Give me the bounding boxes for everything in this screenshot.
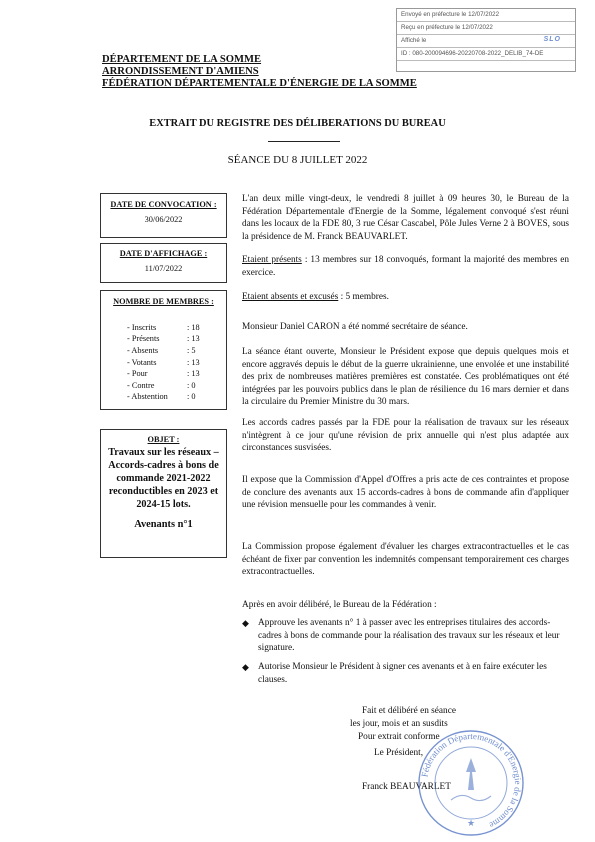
- paragraph-context: La séance étant ouverte, Monsieur le Président expose que depuis quelques mois et encore aggravés depuis le début de la guerre ukrainienne, une envolée et une instabilité des prix de nombreuses matières premières est constatée. Ces problématiques ont été intégrées par les pouvoirs publics dans le plan de résilience du 16 mars dernier et dans la circulaire du Premier Ministre du 30 mars.: [242, 347, 569, 408]
- members-row-inscrits: - Inscrits : 18: [127, 323, 200, 332]
- stamp-sent-date: Envoyé en préfecture le 12/07/2022: [397, 9, 575, 22]
- affichage-box: [100, 243, 227, 283]
- convocation-box: [100, 193, 227, 238]
- bullet-icon: ◆: [242, 662, 249, 672]
- paragraph-present: Etaient présents : 13 membres sur 18 convoqués, formant la majorité des membres en exercice.: [242, 255, 569, 278]
- members-row-pour: - Pour : 13: [127, 369, 200, 378]
- star-icon: ★: [466, 818, 476, 828]
- paragraph-absent: Etaient absents et excusés : 5 membres.: [242, 292, 389, 302]
- members-row-abstention: - Abstention : 0: [127, 392, 196, 401]
- title-divider: [268, 141, 340, 142]
- affichage-label: DATE D'AFFICHAGE :: [119, 249, 208, 258]
- members-row-contre: - Contre : 0: [127, 381, 196, 390]
- members-box: [100, 290, 227, 410]
- stamp-received-date: Reçu en préfecture le 12/07/2022: [397, 22, 575, 35]
- convocation-label: DATE DE CONVOCATION :: [110, 200, 217, 209]
- paragraph-accords: Les accords cadres passés par la FDE pour la réalisation de travaux sur les réseaux n'intègrent à ce jour qu'une révision de prix annuelle qui n'est plus adaptée aux circonstances susvisées.: [242, 418, 569, 454]
- objet-box: [100, 429, 227, 558]
- members-row-votants: - Votants : 13: [127, 358, 200, 367]
- paragraph-charges: La Commission propose également d'évaluer les charges extracontractuelles et le cas échéant de fixer par convention les indemnités compensant temporairement ces charges extracontractuelles.: [242, 542, 569, 578]
- paragraph-commission: Il expose que la Commission d'Appel d'Offres a pris acte de ces contraintes et propose de conclure des avenants aux 15 accords-cadres à bons de commande afin d'appliquer une révision mensuelle pour les commandes à venir.: [242, 475, 569, 511]
- paragraph-decision-intro: Après en avoir délibéré, le Bureau de la Fédération :: [242, 600, 437, 610]
- paragraph-secretary: Monsieur Daniel CARON a été nommé secrétaire de séance.: [242, 322, 468, 332]
- signature-title: Le Président,: [374, 748, 424, 758]
- affichage-date: 11/07/2022: [144, 264, 183, 273]
- members-row-absents: - Absents : 5: [127, 346, 196, 355]
- wave-icon: [451, 795, 491, 800]
- stamp-id: ID : 080-200094696-20220708-2022_DELIB_74-DE: [397, 48, 575, 61]
- paragraph-opening: L'an deux mille vingt-deux, le vendredi 8 juillet à 09 heures 30, le Bureau de la Fédération Départementale d'Energie de la Somme, légalement convoqué s'est réuni dans les locaux de la FDE 80, 3 rue César Cascabel, Pôle Jules Verne 2 à BOVES, sous la présidence de M. Franck BEAUVARLET.: [242, 194, 569, 242]
- decision-item-authorize: ◆ Autorise Monsieur le Président à signer ces avenants et à en faire exécuter les clauses.: [242, 662, 547, 685]
- members-label: NOMBRE DE MEMBRES :: [113, 297, 214, 306]
- convocation-date: 30/06/2022: [144, 215, 183, 224]
- signature-line-2: les jour, mois et an susdits: [350, 719, 448, 729]
- objet-avenant: Avenants n°1: [134, 519, 193, 530]
- signature-line-1: Fait et délibéré en séance: [362, 706, 456, 716]
- signatory-name: Franck BEAUVARLET: [362, 782, 451, 792]
- members-row-presents: - Présents : 13: [127, 334, 200, 343]
- header-federation: FÉDÉRATION DÉPARTEMENTALE D'ÉNERGIE DE LA SOMME: [102, 78, 417, 89]
- header-department: DÉPARTEMENT DE LA SOMME: [102, 54, 262, 65]
- decision-item-approve: ◆ Approuve les avenants n° 1 à passer avec les entreprises titulaires des accords-cadres à bons de commande pour la réalisation des travaux sur les réseaux et leur signature.: [242, 618, 560, 654]
- slo-logo: SLO: [543, 36, 561, 43]
- document-title: EXTRAIT DU REGISTRE DES DÉLIBERATIONS DU BUREAU: [149, 118, 446, 129]
- objet-text: Travaux sur les réseaux –Accords-cadres à bons de commande 2021-2022 reconductibles en 2023 et 2024-15 lots.: [108, 447, 219, 510]
- signature-line-3: Pour extrait conforme: [358, 732, 440, 742]
- header-arrondissement: ARRONDISSEMENT D'AMIENS: [102, 66, 259, 77]
- seal-text: Fédération Départementale d'Energie de la Somme: [419, 730, 524, 831]
- stamp-posted: Affiché le: [397, 35, 575, 48]
- lighthouse-icon: [466, 758, 476, 790]
- federation-seal: [416, 728, 526, 838]
- session-date: SÉANCE DU 8 JUILLET 2022: [227, 154, 368, 166]
- bullet-icon: ◆: [242, 618, 249, 628]
- prefecture-stamp: [396, 8, 576, 72]
- objet-label: OBJET :: [147, 435, 180, 444]
